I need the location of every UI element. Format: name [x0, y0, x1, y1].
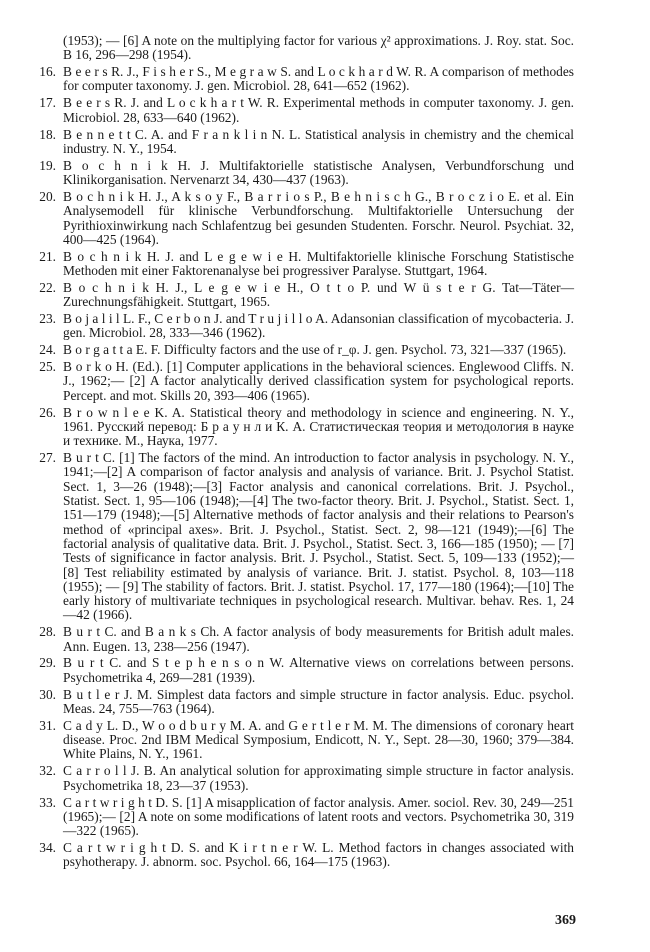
- reference-entry: [14, 190, 574, 247]
- reference-entry: [14, 96, 574, 125]
- reference-entry: [14, 406, 574, 449]
- reference-text: B e e r s R. J. and L o c k h a r t W. R. Experimental methods in computer taxonomy. J. gen. Microbiol. 28, 633—640 (1962).: [63, 95, 574, 125]
- reference-number: 33.: [39, 794, 56, 810]
- reference-entry: [14, 764, 574, 793]
- reference-text: B u r t C. [1] The factors of the mind. An introduction to factor analysis in psychology. N. Y., 1941;—[2] A comparison of factor analysis and analysis of variance. Brit. J. Psychol Statist. Sect. 1, 3—26 (1948);—[3] Factor analysis and canonical correlations. Brit. J. Psychol., Statist. Sect. 1, 95—106 (1948);—[4] The two-factor theory. Brit. J. Psychol., Statist. Sect. 1, 151—179 (1948);—[5] Alternative methods of factor analysis and their relations to Pearson's method of «principal axes». Brit. J. Psychol., Statist. Sect. 2, 98—121 (1949);—[6] The factorial analysis of qualitative data. Brit. J. Psychol., Statist. Sect. 3, 166—185 (1950); — [7] Tests of significance in factor analysis. Brit. J. Psychol., Statist. Sect. 5, 109—133 (1952);— [8] Test reliability estimated by analysis of variance. Brit. J. statist. Psychol. 8, 103—118 (1955); — [9] The stability of factors. Brit. J. statist. Psychol. 17, 177—180 (1964);—[10] The early history of multivariate techniques in psychological research. Multivar. behav. Res. 1, 24—42 (1966).: [63, 450, 574, 623]
- continuation-text: (1953); — [6] A note on the multiplying factor for various χ² approximations. J. Roy. stat. Soc. B 16, 296—298 (1954).: [63, 33, 574, 63]
- reference-text: B o c h n i k H. J. and L e g e w i e H. Multifaktorielle klinische Forschung Statistische Methoden mit einer Faktorenanalyse bei progressiver Paralyse. Stuttgart, 1964.: [63, 248, 574, 279]
- reference-entry: [14, 451, 574, 623]
- bibliography-page: [14, 34, 574, 872]
- reference-text: B e e r s R. J., F i s h e r S., M e g r a w S. and L o c k h a r d W. R. A comparison of methodes for computer taxonomy. J. gen. Microbiol. 28, 641—652 (1962).: [63, 64, 574, 94]
- reference-entry: [14, 656, 574, 685]
- reference-entry: [14, 281, 574, 310]
- reference-number: 32.: [39, 763, 56, 779]
- reference-entry: [14, 688, 574, 717]
- reference-text: B r o w n l e e K. A. Statistical theory and methodology in science and engineering. N. Y., 1961. Русский перевод: Б р а у н л и К. А. Статистическая теория и методология в науке и технике. М., Наука, 1977.: [63, 404, 574, 449]
- reference-number: 34.: [39, 840, 56, 856]
- reference-entry: [14, 65, 574, 94]
- reference-entry: [14, 159, 574, 188]
- reference-entry: [14, 312, 574, 341]
- reference-text: B o c h n i k H. J., A k s o y F., B a r r i o s P., B e h n i s c h G., B r o c z i o E. et al. Ein Analysemodell für klinische Verbundforschung. Multifaktorielle Untersuchung der Pyrithioxinwirkung nach Schlafentzug bei gesunden Studenten. Forschr. Neurol. Psychiat. 32, 400—425 (1964).: [63, 188, 574, 247]
- reference-text: C a d y L. D., W o o d b u r y M. A. and G e r t l e r M. M. The dimensions of coronary heart disease. Proc. 2nd IBM Medical Symposium, Endicott, N. Y., Sept. 28—30, 1960; 379—384. White Plains, N. Y., 1961.: [63, 717, 574, 762]
- reference-list: [14, 65, 574, 869]
- reference-number: 30.: [39, 686, 56, 702]
- reference-text: B u r t C. and B a n k s Ch. A factor analysis of body measurements for British adult males. Ann. Eugen. 13, 238—256 (1947).: [63, 624, 574, 654]
- reference-text: B o j a l i l L. F., C e r b o n J. and T r u j i l l o A. Adansonian classification of mycobacteria. J. gen. Microbiol. 28, 333—346 (1962).: [63, 311, 574, 341]
- reference-number: 29.: [39, 655, 56, 671]
- reference-entry: [14, 841, 574, 870]
- reference-text: B e n n e t t C. A. and F r a n k l i n N. L. Statistical analysis in chemistry and the chemical industry. N. Y., 1954.: [63, 126, 574, 156]
- reference-text: B o c h n i k H. J., L e g e w i e H., O t t o P. und W ü s t e r G. Tat—Täter—Zurechnungsfähigkeit. Stuttgart, 1965.: [63, 279, 574, 310]
- page-number: 369: [555, 913, 576, 928]
- reference-number: 22.: [39, 279, 56, 295]
- reference-entry: [14, 343, 574, 357]
- reference-text: C a r t w r i g h t D. S. and K i r t n e r W. L. Method factors in changes associated with psyhotherapy. J. abnorm. soc. Psychol. 66, 164—175 (1963).: [63, 840, 574, 870]
- reference-number: 26.: [39, 404, 56, 420]
- reference-number: 21.: [39, 248, 56, 264]
- reference-entry: [14, 128, 574, 157]
- reference-text: B u t l e r J. M. Simplest data factors and simple structure in factor analysis. Educ. psychol. Meas. 24, 755—763 (1964).: [63, 686, 574, 716]
- reference-entry: [14, 360, 574, 403]
- reference-number: 17.: [39, 95, 56, 111]
- reference-text: B o r k o H. (Ed.). [1] Computer applications in the behavioral sciences. Englewood Cliffs. N. J., 1962;— [2] A factor analytically derived classification system for psychological reports. Percept. and mot. Skills 20, 393—406 (1965).: [63, 359, 574, 403]
- reference-entry: [14, 250, 574, 279]
- reference-text: C a r r o l l J. B. An analytical solution for approximating simple structure in factor analysis. Psychometrika 18, 23—37 (1953).: [63, 763, 574, 793]
- reference-number: 31.: [39, 717, 56, 733]
- reference-entry: [14, 796, 574, 839]
- reference-number: 28.: [39, 624, 56, 640]
- reference-text: C a r t w r i g h t D. S. [1] A misapplication of factor analysis. Amer. sociol. Rev. 30, 249—251 (1965);— [2] A note on some modifications of latent roots and vectors. Psychometrika 30, 319—322 (1965).: [63, 794, 574, 839]
- reference-entry: [14, 625, 574, 654]
- reference-text: B o r g a t t a E. F. Difficulty factors and the use of r_φ. J. gen. Psychol. 73, 321—337 (1965).: [63, 342, 567, 358]
- reference-text: B u r t C. and S t e p h e n s o n W. Alternative views on correlations between persons. Psychometrika 4, 269—281 (1939).: [63, 655, 574, 685]
- reference-number: 19.: [39, 157, 56, 173]
- reference-number: 20.: [39, 188, 56, 204]
- reference-text: B o c h n i k H. J. Multifaktorielle statistische Analysen, Verbundforschung und Klinikorganisation. Nervenarzt 34, 430—437 (1963).: [63, 157, 574, 188]
- reference-number: 27.: [39, 450, 56, 466]
- reference-number: 24.: [39, 342, 56, 358]
- reference-entry: [14, 719, 574, 762]
- reference-number: 16.: [39, 64, 56, 80]
- reference-number: 23.: [39, 311, 56, 327]
- reference-number: 25.: [39, 359, 56, 375]
- reference-number: 18.: [39, 126, 56, 142]
